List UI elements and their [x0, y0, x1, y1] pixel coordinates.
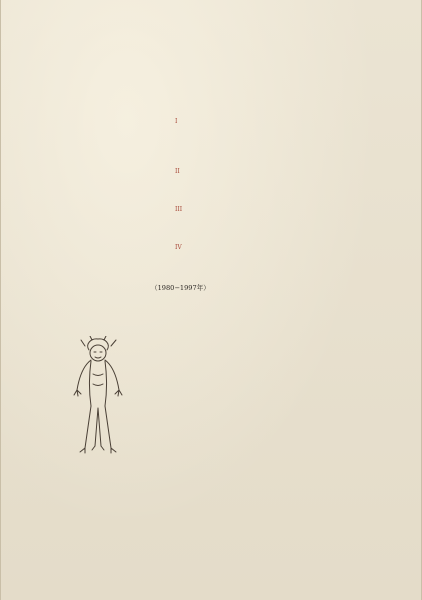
section-numeral: IV — [175, 244, 182, 251]
section-numeral: I — [175, 118, 178, 125]
section-numeral: II — [175, 168, 180, 175]
entry-title: （1980−1997年） — [151, 284, 210, 292]
table-of-contents — [151, 98, 383, 304]
creature-illustration — [67, 336, 129, 466]
section-numeral: III — [175, 206, 183, 213]
toc-entry — [151, 284, 383, 292]
